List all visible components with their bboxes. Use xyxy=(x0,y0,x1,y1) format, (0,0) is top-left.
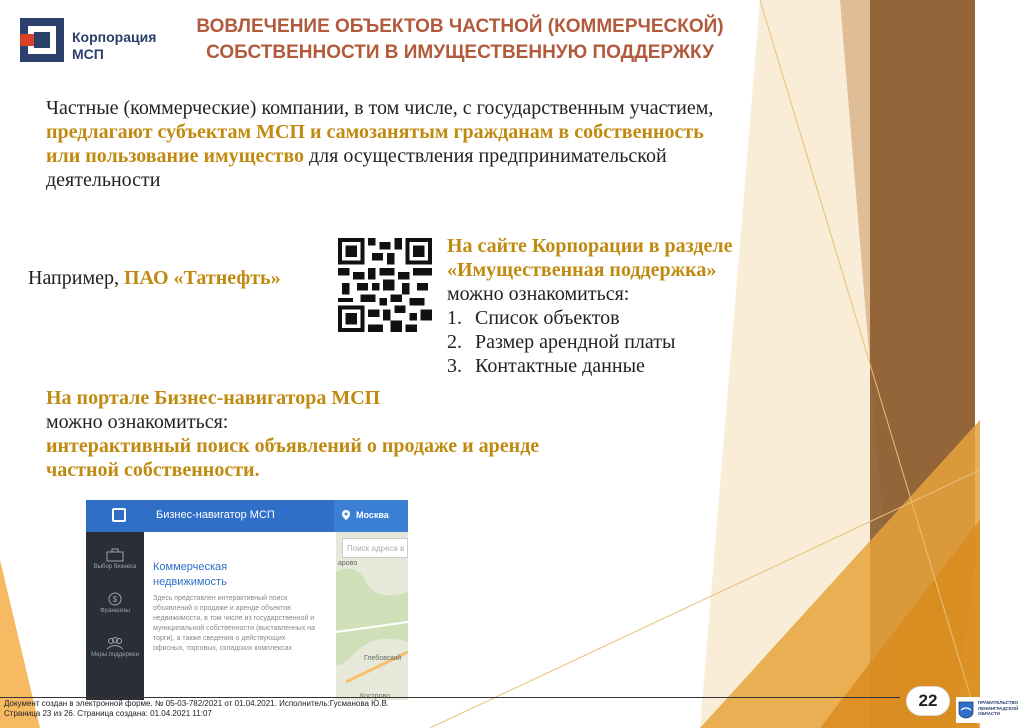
government-logo xyxy=(956,697,1032,723)
intro-paragraph xyxy=(46,96,726,192)
gov-text-line1: ПРАВИТЕЛЬСТВО xyxy=(978,700,1019,705)
site-list xyxy=(447,306,797,378)
franchise-icon xyxy=(106,592,124,606)
site-heading: На сайте Корпорации в разделе «Имущественная поддержка» xyxy=(447,235,733,281)
portal-highlight: интерактивный поиск объявлений о продаже и аренде частной собственности. xyxy=(46,435,540,481)
list-item xyxy=(447,354,797,378)
list-item-number: 2. xyxy=(447,331,462,353)
site-info-block xyxy=(447,234,797,378)
list-item-label: Размер арендной платы xyxy=(475,331,676,353)
portal-heading: На портале Бизнес-навигатора МСП xyxy=(46,387,381,409)
sidebar-item-support[interactable] xyxy=(86,636,144,658)
business-navigator-screenshot xyxy=(86,500,408,700)
example-prefix: Например, xyxy=(28,267,124,289)
list-item xyxy=(447,330,797,354)
list-item-label: Контактные данные xyxy=(475,355,645,377)
footer-line1: Документ создан в электронной форме. № 05-03-782/2021 от 01.04.2021. Исполнитель:Гусманова Ю.В. xyxy=(4,699,390,708)
intro-highlight: предлагают субъектам МСП и самозанятым гражданам в собственность или пользование имущество xyxy=(46,121,704,167)
map-label: арово xyxy=(338,560,358,567)
gov-text-line2: ЛЕНИНГРАДСКОЙ xyxy=(978,705,1019,711)
map-label: Глебовский xyxy=(364,655,402,662)
city-label[interactable]: Москва xyxy=(356,510,389,520)
site-subtext: можно ознакомиться: xyxy=(447,283,630,305)
layers-icon[interactable] xyxy=(112,508,126,522)
page-title xyxy=(180,14,740,66)
people-icon xyxy=(106,636,124,650)
sidebar-item-label: Франшизы xyxy=(100,608,130,614)
list-item xyxy=(447,306,797,330)
location-pin-icon xyxy=(342,510,350,520)
emblem-icon xyxy=(958,701,974,719)
corporation-logo xyxy=(18,16,168,66)
map-search-input[interactable]: Поиск адреса в xyxy=(342,538,408,558)
portal-subtext: можно ознакомиться: xyxy=(46,411,229,433)
sidebar-item-label: Меры поддержки xyxy=(91,652,139,658)
app-title: Бизнес-навигатор МСП xyxy=(156,509,275,521)
logo-text-line2: МСП xyxy=(72,46,104,62)
page-number: 22 xyxy=(906,686,950,716)
intro-text-part1: Частные (коммерческие) компании, в том числе, с государственным участием, xyxy=(46,97,714,119)
qr-code-icon[interactable] xyxy=(338,238,432,332)
gov-text-line3: ОБЛАСТИ xyxy=(978,711,1001,716)
list-item-number: 1. xyxy=(447,307,462,329)
briefcase-icon xyxy=(106,548,124,562)
panel-description: Здесь представлен интерактивный поиск объявлений о продаже и аренде объектов недвижимости, в том числе из государственной и муниципальной собственности (выставленных на торги), а также сведения о действующих офисных, торговых, складских комплексах xyxy=(153,595,316,652)
portal-info-block xyxy=(46,386,566,482)
list-item-number: 3. xyxy=(447,355,462,377)
intro-text-part2: для осуществления предпринимательской деятельности xyxy=(46,145,667,191)
svg-text:$: $ xyxy=(112,595,118,604)
logo-icon xyxy=(18,16,66,64)
list-item-label: Список объектов xyxy=(475,307,620,329)
example-text xyxy=(28,266,281,290)
footer-line2: Страница 23 из 26. Страница создана: 01.04.2021 11:07 xyxy=(4,709,212,718)
app-sidebar xyxy=(86,532,144,700)
footer-divider xyxy=(0,697,900,698)
document-footer xyxy=(4,699,389,719)
sidebar-item-business[interactable] xyxy=(86,548,144,570)
sidebar-item-label: Выбор бизнеса xyxy=(93,564,137,570)
logo-text-line1: Корпорация xyxy=(72,29,157,45)
panel-title: Коммерческая недвижимость xyxy=(153,561,228,588)
example-company: ПАО «Татнефть» xyxy=(124,267,281,289)
title-line1: ВОВЛЕЧЕНИЕ ОБЪЕКТОВ ЧАСТНОЙ (КОММЕРЧЕСКОЙ) xyxy=(196,16,724,37)
sidebar-item-franchise[interactable] xyxy=(86,592,144,614)
title-line2: СОБСТВЕННОСТИ В ИМУЩЕСТВЕННУЮ ПОДДЕРЖКУ xyxy=(206,42,714,63)
app-info-panel xyxy=(144,532,336,700)
